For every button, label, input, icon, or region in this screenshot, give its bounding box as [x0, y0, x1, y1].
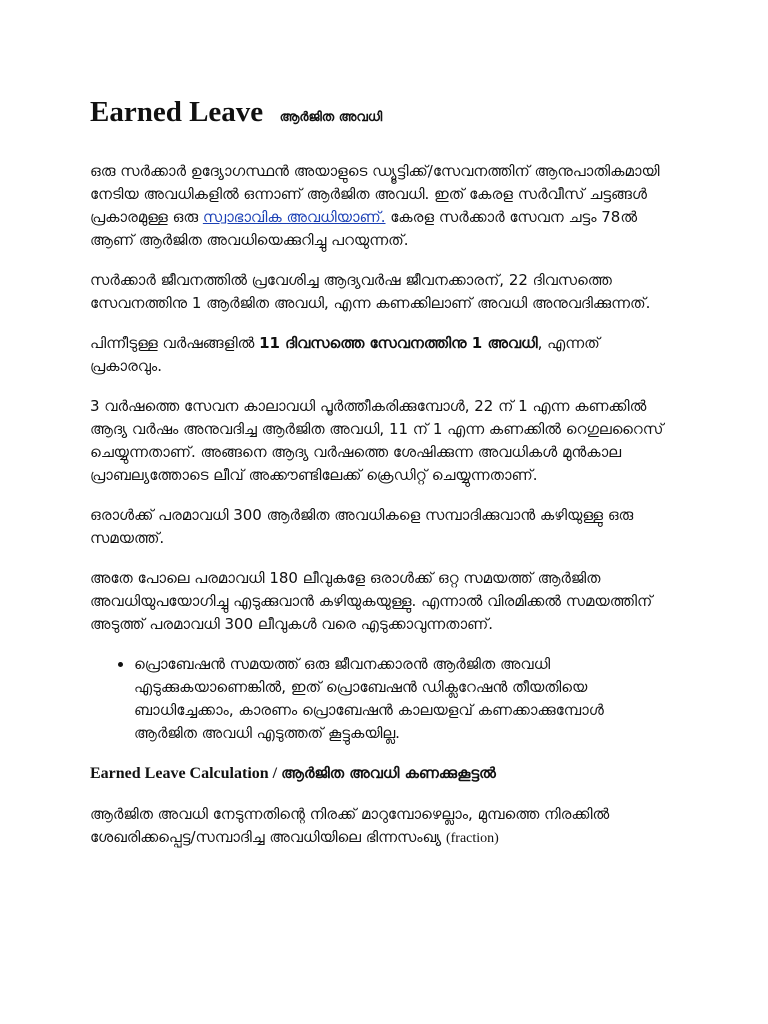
page-title — [90, 92, 668, 138]
later-years-bold-rate: 11 ദിവസത്തെ സേവനത്തിനു 1 അവധി — [259, 334, 538, 352]
natural-leave-link[interactable]: സ്വാഭാവിക അവധിയാണ്. — [202, 208, 386, 226]
later-years-text-end: , എന്നത് പ്രകാരവും. — [90, 334, 600, 375]
later-years-text: പിന്നീടുള്ള വർഷങ്ങളിൽ — [90, 334, 260, 352]
max-leave-paragraph: അതേ പോലെ പരമാവധി 180 ലീവുകളേ ഒരാൾക്ക് ഒറ്റ സമയത്ത് ആർജിത അവധിയുപയോഗിച്ചു എടുക്കുവാൻ കഴിയുകയുള്ളു. എന്നാൽ വിരമിക്കൽ സമയത്തിന് അടുത്ത് പരമാവധി 300 ലീവുകൾ വരെ എടുക്കാവുന്നതാണ്. — [90, 569, 653, 633]
probation-bullet-list — [90, 653, 668, 745]
section-heading — [90, 762, 668, 785]
fraction-term: (fraction) — [445, 831, 499, 846]
regularize-paragraph: 3 വർഷത്തെ സേവന കാലാവധി പൂർത്തീകരിക്കുമ്പോൾ, 22 ന് 1 എന്ന കണക്കിൽ ആദ്യ വർഷം അനുവദിച്ച ആർജിത അവധി, 11 ന് 1 എന്ന കണക്കിൽ റെഗുലറൈസ് ചെയ്യുന്നതാണ്. അങ്ങനെ ആദ്യ വർഷത്തെ ശേഷിക്കുന്ന അവധികൾ മുൻകാല പ്രാബല്യത്തോടെ ലീവ് അക്കൗണ്ടിലേക്ക് ക്രെഡിറ്റ് ചെയ്യുന്നതാണ്. — [90, 397, 664, 484]
intro-text-rest: കേരള സർക്കാർ സേവന ചട്ടം 78ൽ ആണ് ആർജിത അവധിയെക്കുറിച്ചു പറയുന്നത്. — [90, 208, 638, 249]
intro-text: ഒരു സർക്കാർ ഉദ്യോഗസ്ഥൻ അയാളുടെ ഡ്യൂട്ടിക്ക്/സേവനത്തിന് ആനുപാതികമായി നേടിയ അവധികളിൽ ഒന്നാണ് ആർജിത അവധി. ഇത് കേരള സർവീസ് ചട്ടങ്ങൾ പ്രകാരമുള്ള ഒരു — [90, 162, 660, 226]
section-heading-malayalam: ആർജിത അവധി കണക്കുകൂട്ടൽ — [281, 764, 496, 782]
later-years-paragraph — [90, 332, 668, 378]
list-item: • പ്രൊബേഷൻ സമയത്ത് ഒരു ജീവനക്കാരൻ ആർജിത അവധി എടുക്കുകയാണെങ്കിൽ, ഇത് പ്രൊബേഷൻ ഡിക്ലറേഷൻ തീയതിയെ ബാധിച്ചേക്കാം, കാരണം പ്രൊബേഷൻ കാലയളവ് കണക്കാക്കുമ്പോൾ ആർജിത അവധി എടുത്തത് കൂട്ടുകയില്ല. — [134, 653, 668, 745]
max-accumulation-paragraph: ഒരാൾക്ക് പരമാവധി 300 ആർജിത അവധികളെ സമ്പാദിക്കുവാൻ കഴിയുള്ളു ഒരു സമയത്ത്. — [90, 506, 634, 547]
title-malayalam: ആർജിത അവധി — [279, 110, 383, 125]
title-english: Earned Leave — [90, 96, 264, 128]
first-year-paragraph: സർക്കാർ ജീവനത്തിൽ പ്രവേശിച്ച ആദ്യവർഷ ജീവനക്കാരന്, 22 ദിവസത്തെ സേവനത്തിനു 1 ആർജിത അവധി, എന്ന കണക്കിലാണ് അവധി അനുവദിക്കുന്നത്. — [90, 271, 651, 312]
intro-paragraph — [90, 160, 668, 252]
calculation-text: ആർജിത അവധി നേടുന്നതിന്റെ നിരക്ക് മാറുമ്പോഴെല്ലാം, മുമ്പത്തെ നിരക്കിൽ ശേഖരിക്കപ്പെട്ട/സമ്പാദിച്ച അവധിയിലെ ഭിന്നസംഖ്യ — [90, 805, 610, 846]
calculation-paragraph — [90, 803, 668, 850]
section-heading-english: Earned Leave Calculation / — [90, 765, 282, 782]
